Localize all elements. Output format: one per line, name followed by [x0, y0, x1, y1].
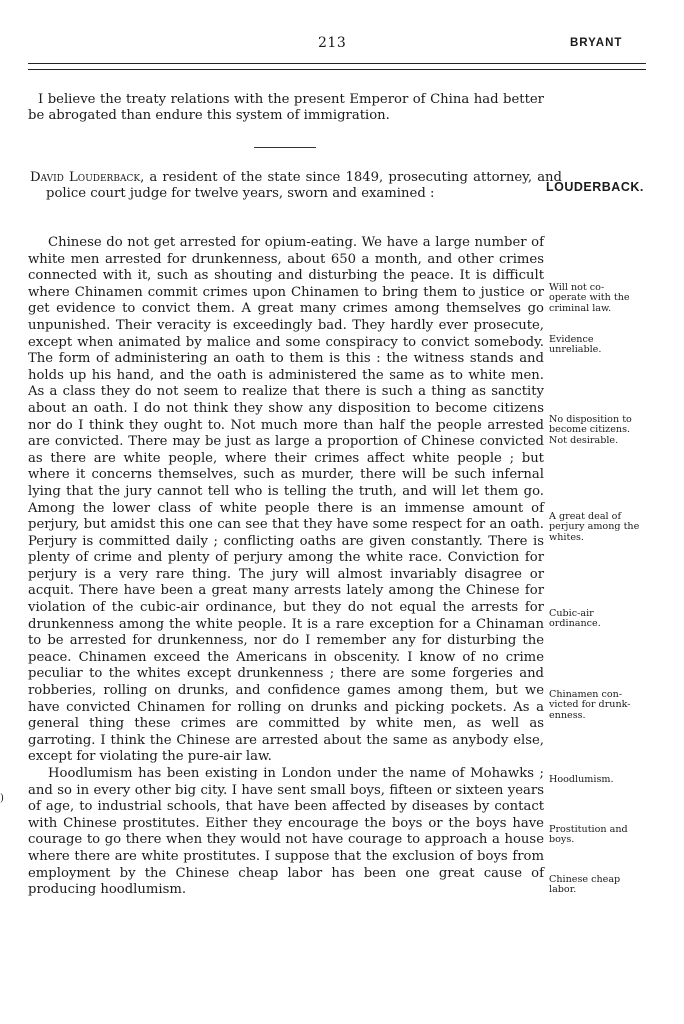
intro-paragraph: I believe the treaty relations with the present Emperor of China had better be abrogated than endure this system of immigration.	[28, 92, 544, 123]
section-divider	[254, 147, 316, 148]
margin-note: Evidence unreliable.	[549, 334, 602, 356]
paragraph: Chinese do not get arrested for opium-eating. We have a large number of white men arrested for drunkenness, about 650 a month, and other crimes connected with it, such as shouting and disturbing the peace. It is difficult where Chinamen commit crimes upon Chinamen to bring them to justice or get evidence to convict them. A great many crimes among themselves go unpunished. Their veracity is exceedingly bad. They hardly ever prosecute, except when animated by malice and some conspiracy to convict somebody. The form of administering an oath to them is this : the witness stands and holds up his hand, and the oath is administered the same as to white men. As a class they do not seem to realize that there is such a thing as sanctity about an oath. I do not think they show any disposition to become citizens nor do I think they ought to. Not much more than half the people arrested are convicted. There may be just as large a proportion of Chinese convicted as there are white people, where their crimes affect white people ; but where it concerns themselves, such as murder, there will be such infernal lying that the jury cannot tell who is telling the truth, and will let them go. Among the lower class of white people there is an immense amount of perjury, but amidst this one can see that they have some respect for an oath. Perjury is committed daily ; conflicting oaths are given constantly. There is plenty of crime and plenty of perjury among the white race. Conviction for perjury is a very rare thing. The jury will almost invariably disagree or acquit. There have been a great many arrests lately among the Chinese for violation of the cubic-air ordinance, but they do not equal the arrests for drunkenness among the white people. It is a rare exception for a Chinaman to be arrested for drunkenness, nor do I remember any for disturbing the peace. Chinamen exceed the Americans in obscenity. I know of no crime peculiar to the whites except drunkenness ; there are some forgeries and robberies, rolling on drunks, and confidence games among them, but we have convicted Chinamen for rolling on drunks and picking pockets. As a general thing these crimes are committed by white men, as well as garroting. I think the Chinese are arrested about the same as anybody else, except for violating the pure-air law.	[28, 235, 544, 765]
witness-description: , a resident of the state since 1849, prosecuting attorney, and police court judge for twelve years, sworn and examined :	[46, 170, 562, 201]
margin-note: Cubic-air ordinance.	[549, 608, 601, 630]
margin-note: Chinamen con- victed for drunk- enness.	[549, 689, 631, 721]
header-rule-bottom	[28, 69, 646, 70]
witness-intro	[28, 170, 562, 201]
page-number: 213	[318, 35, 347, 51]
header-rule-top	[28, 63, 646, 64]
margin-note: No disposition to become citizens. Not desirable.	[549, 414, 632, 446]
running-head: BRYANT	[570, 37, 623, 49]
margin-note: Hoodlumism.	[549, 774, 614, 785]
margin-note: Will not co- operate with the criminal law.	[549, 282, 630, 314]
witness-name: David Louderback	[30, 170, 141, 185]
margin-note: Chinese cheap labor.	[549, 874, 621, 896]
margin-note: A great deal of perjury among the whites.	[549, 511, 640, 543]
margin-mark: )	[0, 793, 4, 804]
side-heading: LOUDERBACK.	[546, 180, 644, 194]
margin-note: Prostitution and boys.	[549, 824, 628, 846]
paragraph: Hoodlumism has been existing in London under the name of Mohawks ; and so in every other big city. I have sent small boys, fifteen or sixteen years of age, to industrial schools, that have been affected by diseases by contact with Chinese prostitutes. Either they encourage the boys or the boys have courage to go there when they would not have courage to approach a house where there are white prostitutes. I suppose that the exclusion of boys from employment by the Chinese cheap labor has been one great cause of producing hoodlumism.	[28, 766, 544, 898]
testimony-body	[28, 235, 544, 899]
